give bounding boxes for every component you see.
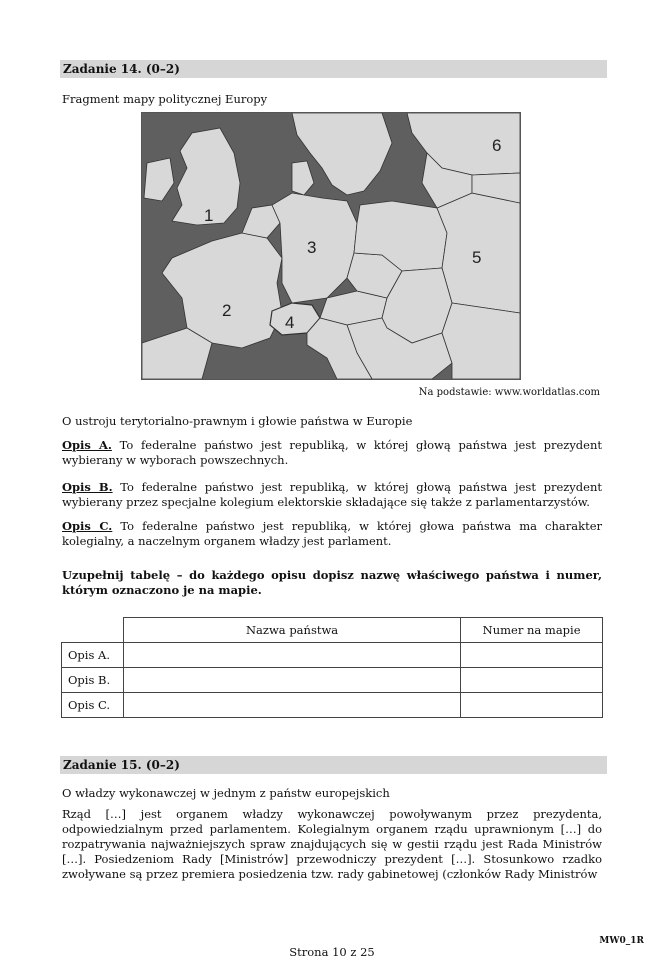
map-number-cell[interactable] bbox=[461, 643, 603, 668]
map-label-6: 6 bbox=[492, 136, 502, 155]
map-source: Na podstawie: www.worldatlas.com bbox=[418, 387, 600, 398]
map-label-2: 2 bbox=[222, 301, 232, 320]
task15-header: Zadanie 15. (0–2) bbox=[60, 756, 607, 774]
description-c-lead: Opis C. bbox=[62, 519, 113, 533]
row-label: Opis B. bbox=[62, 668, 124, 693]
row-label: Opis C. bbox=[62, 693, 124, 718]
map-graphic bbox=[142, 113, 520, 379]
header-country-name: Nazwa państwa bbox=[123, 618, 460, 643]
header-map-number: Numer na mapie bbox=[461, 618, 603, 643]
table-row bbox=[62, 643, 603, 668]
table-corner bbox=[62, 618, 124, 643]
task14-intro: O ustroju terytorialno-prawnym i głowie państwa w Europie bbox=[62, 414, 413, 428]
exam-code: MW0_1R bbox=[599, 936, 644, 946]
description-a-lead: Opis A. bbox=[62, 438, 112, 452]
row-label: Opis A. bbox=[62, 643, 124, 668]
description-b-text: To federalne państwo jest republiką, w której głową państwa jest prezydent wybierany przez specjalne kolegium elektorskie składające się także z parlamentarzystów. bbox=[62, 480, 602, 509]
country-name-cell[interactable] bbox=[123, 643, 460, 668]
map-number-cell[interactable] bbox=[461, 693, 603, 718]
europe-map bbox=[141, 112, 521, 380]
task15-text: Rząd […] jest organem władzy wykonawczej powoływanym przez prezydenta, odpowiedzialnym przed parlamentem. Kolegialnym organem rządu uprawnionym […] do rozpatrywania najważniejszych spraw znajdujących się w gestii rządu jest Rada Ministrów […]. Posiedzeniom Rady [Ministrów] przewodniczy prezydent […]. Stosunkowo rzadko zwoływane są przez premiera posiedzenia tzw. rady gabinetowej (członków Rady Ministrów bbox=[62, 807, 602, 881]
table-row bbox=[62, 668, 603, 693]
map-number-cell[interactable] bbox=[461, 668, 603, 693]
map-label-5: 5 bbox=[472, 248, 482, 267]
map-label-3: 3 bbox=[307, 238, 317, 257]
map-caption: Fragment mapy politycznej Europy bbox=[62, 92, 268, 106]
description-b-lead: Opis B. bbox=[62, 480, 113, 494]
description-a bbox=[62, 438, 602, 468]
description-b bbox=[62, 480, 602, 510]
country-name-cell[interactable] bbox=[123, 668, 460, 693]
page-number: Strona 10 z 25 bbox=[289, 945, 375, 959]
table-header-row bbox=[62, 618, 603, 643]
table-row bbox=[62, 693, 603, 718]
map-label-4: 4 bbox=[285, 313, 295, 332]
task14-header: Zadanie 14. (0–2) bbox=[60, 60, 607, 78]
description-c-text: To federalne państwo jest republiką, w której głowa państwa ma charakter kolegialny, a naczelnym organem władzy jest parlament. bbox=[62, 519, 602, 548]
description-c bbox=[62, 519, 602, 549]
map-label-1: 1 bbox=[204, 206, 214, 225]
task15-intro: O władzy wykonawczej w jednym z państw europejskich bbox=[62, 786, 390, 800]
answer-table bbox=[61, 617, 603, 718]
task14-instruction: Uzupełnij tabelę – do każdego opisu dopisz nazwę właściwego państwa i numer, którym oznaczono je na mapie. bbox=[62, 568, 602, 597]
country-name-cell[interactable] bbox=[123, 693, 460, 718]
description-a-text: To federalne państwo jest republiką, w której głową państwa jest prezydent wybierany w wyborach powszechnych. bbox=[62, 438, 603, 467]
